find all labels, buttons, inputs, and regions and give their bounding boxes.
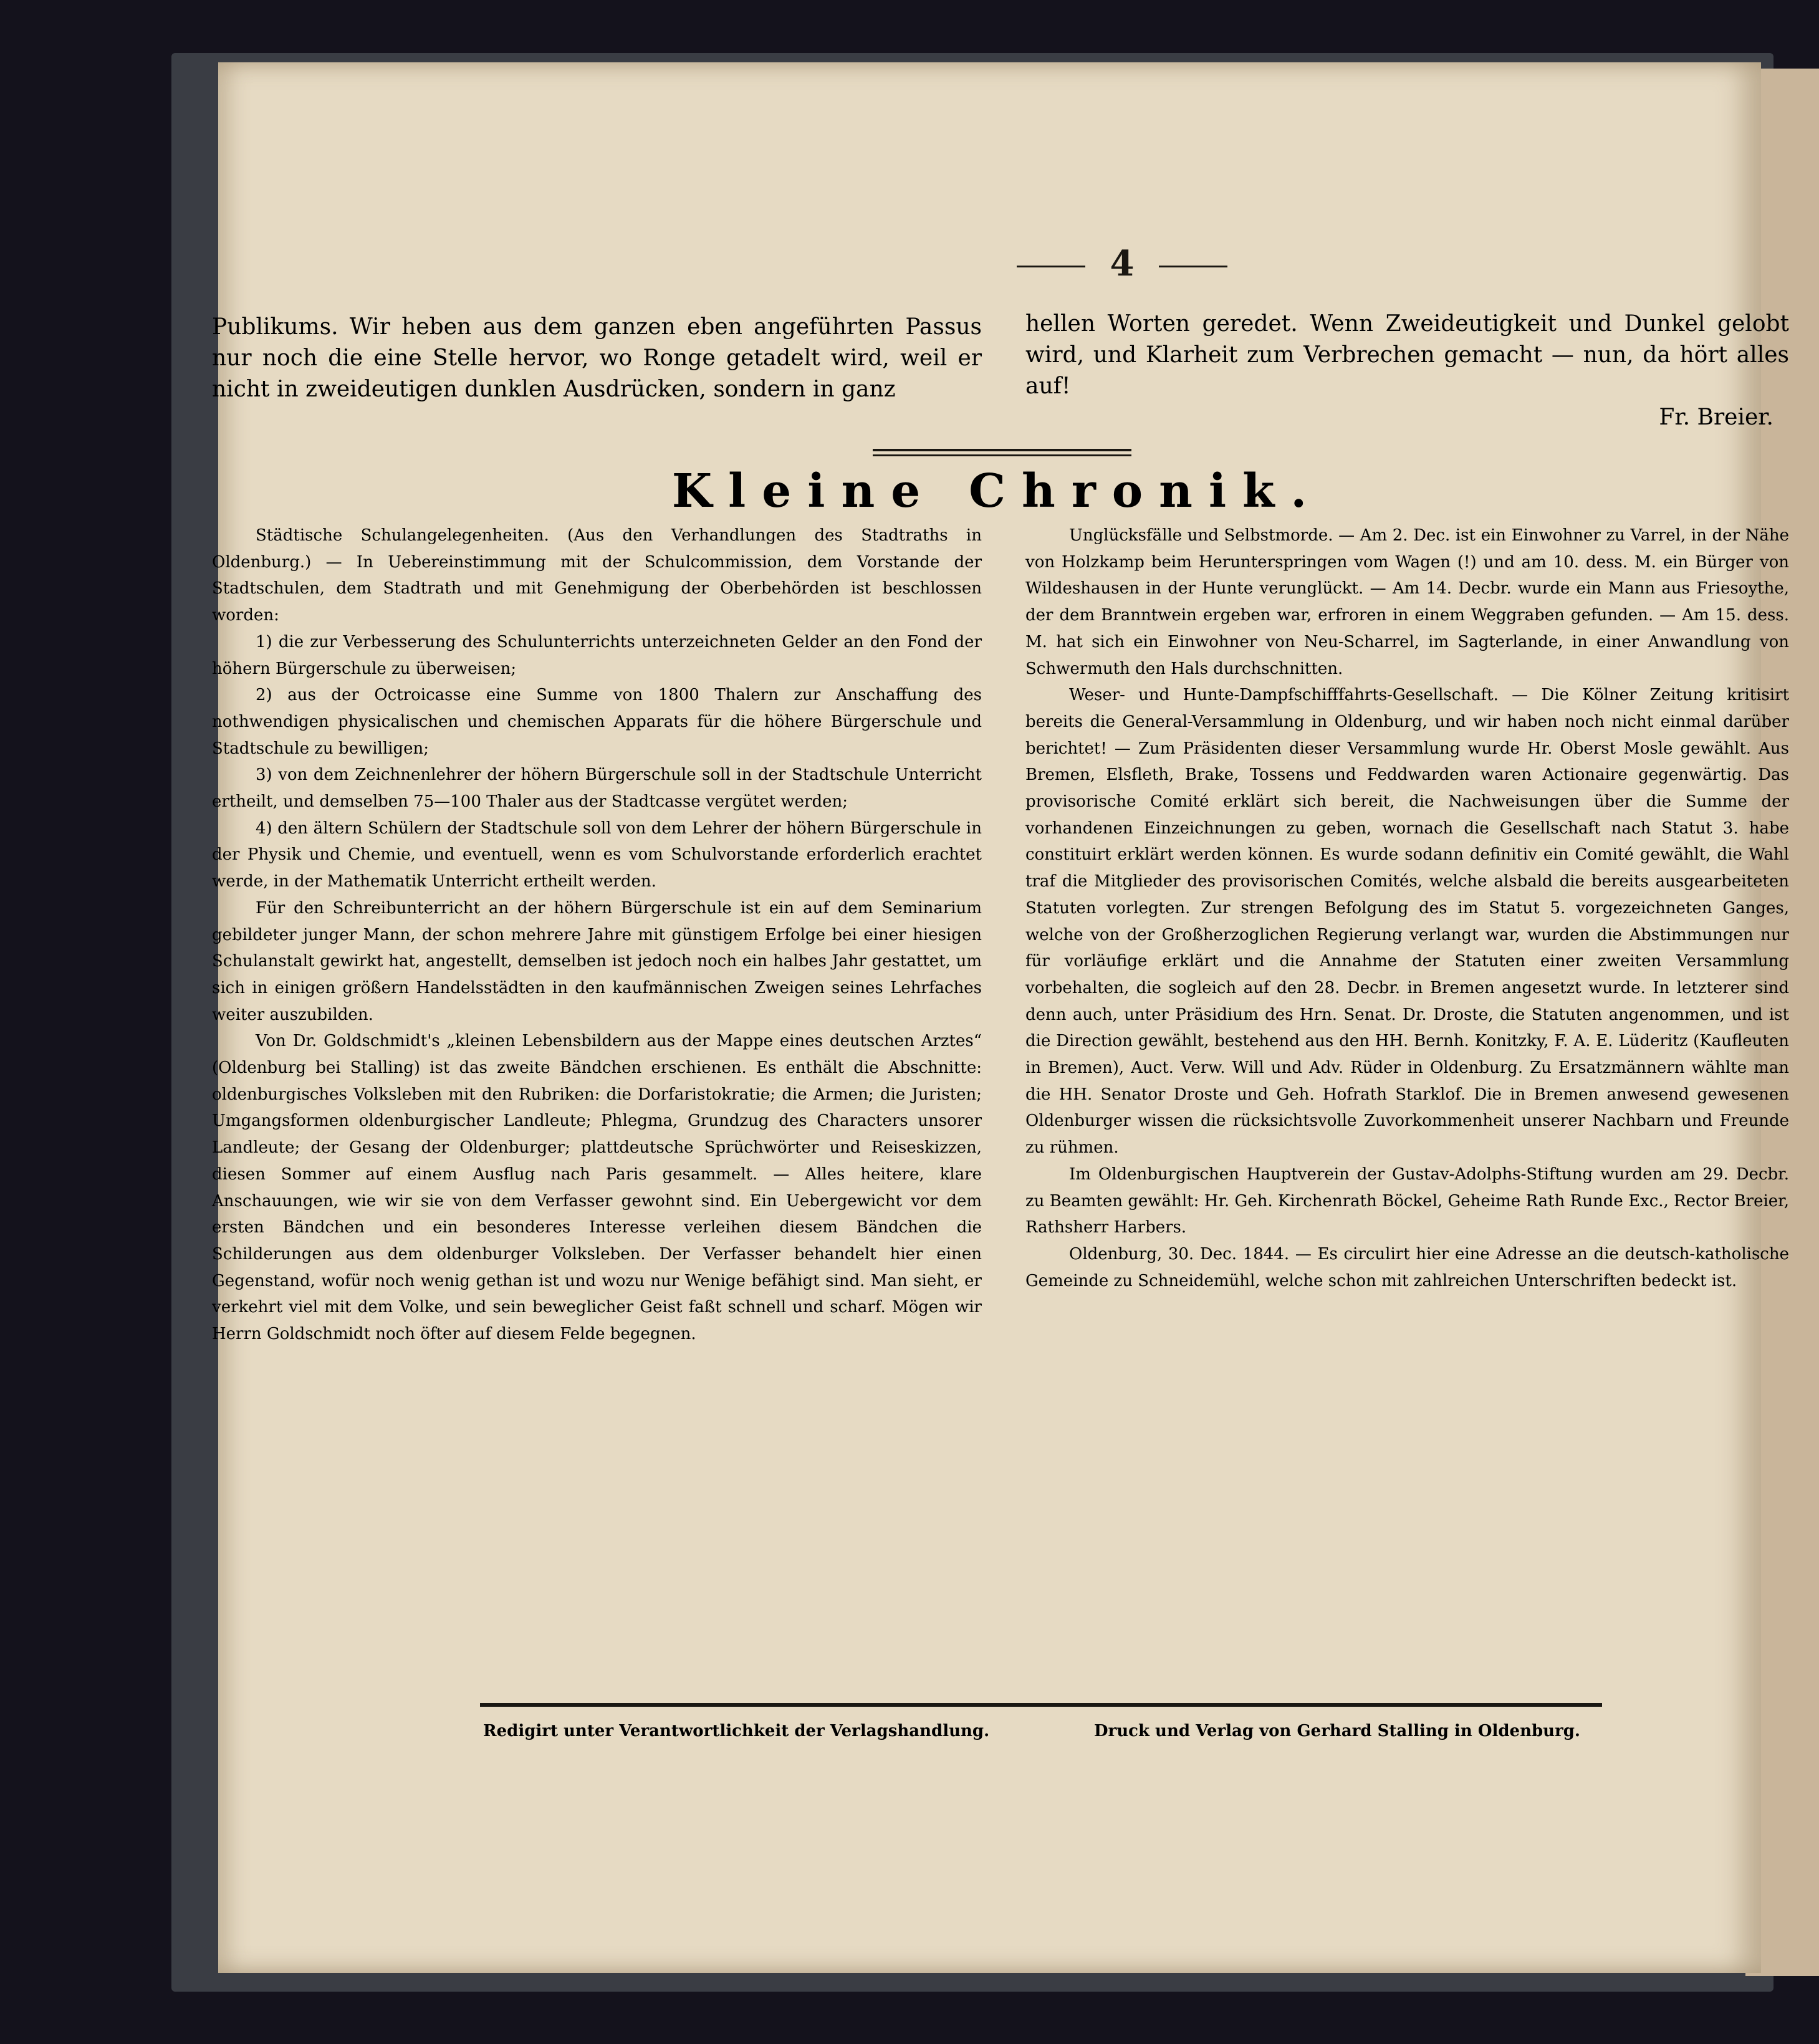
left-paragraph: 2) aus der Octroicasse eine Summe von 1800 Thalern zur Anschaffung des nothwendigen physicalischen und chemischen Apparats für die höhere Bürgerschule und Stadtschule zu bewilligen; [212, 686, 982, 758]
footer-printer-note: Druck und Verlag von Gerhard Stalling in Oldenburg. [1094, 1722, 1580, 1740]
page-number: 4 [873, 243, 1371, 284]
article-end-left [212, 312, 982, 405]
section-title: Kleine Chronik. [671, 464, 1323, 518]
article-end-left-text: Publikums. Wir heben aus dem ganzen eben angeführten Passus nur noch die eine Stelle hervor, wo Ronge getadelt wird, weil er nicht in zweideutigen dunklen Ausdrücken, sondern in ganz [212, 314, 982, 402]
right-paragraph: Oldenburg, 30. Dec. 1844. — Es circulirt hier eine Adresse an die deutsch-katholische Gemeinde zu Schneidemühl, welche schon mit zahlreichen Unterschriften bedeckt ist. [1025, 1244, 1789, 1290]
section-divider [873, 449, 1131, 456]
right-paragraph: Im Oldenburgischen Hauptverein der Gustav-Adolphs-Stiftung wurden am 29. Decbr. zu Beamten gewählt: Hr. Geh. Kirchenrath Böckel, Geheime Rath Runde Exc., Rector Breier, Rathsherr Harbers. [1025, 1164, 1789, 1237]
left-paragraph: Von Dr. Goldschmidt's „kleinen Lebensbildern aus der Mappe eines deutschen Arztes“ (Oldenburg bei Stalling) ist das zweite Bändchen erschienen. Es enthält die Abschnitte: oldenburgisches Volksleben mit den Rubriken: die Dorfaristokratie; die Armen; die Juristen; Umgangsformen oldenburgischer Landleute; Phlegma, Grundzug des Characters unsorer Landleute; der Gesang der Oldenburger; plattdeutsche Sprüchwörter und Reiseskizzen, diesen Sommer auf einem Ausflug nach Paris gesammelt. — Alles heitere, klare Anschauungen, wie wir sie von dem Verfasser gewohnt sind. Ein Uebergewicht vor dem ersten Bändchen und ein besonderes Interesse verleihen diesem Bändchen die Schilderungen aus dem oldenburger Volksleben. Der Verfasser behandelt hier einen Gegenstand, wofür noch wenig gethan ist und wozu nur Wenige befähigt sind. Man sieht, er verkehrt viel mit dem Volke, und sein beweglicher Geist faßt schnell und scharf. Mögen wir Herrn Goldschmidt noch öfter auf diesem Felde begegnen. [212, 1032, 982, 1344]
left-paragraph: 4) den ältern Schülern der Stadtschule soll von dem Lehrer der höhern Bürgerschule in der Physik und Chemie, und eventuell, wenn es vom Schulvorstande erforderlich erachtet werde, in der Mathematik Unterricht ertheilt werden. [212, 818, 982, 891]
footer-editor-note: Redigirt unter Verantwortlichkeit der Verlagshandlung. [483, 1722, 990, 1740]
left-paragraph: Städtische Schulangelegenheiten. (Aus den Verhandlungen des Stadtraths in Oldenburg.) — In Uebereinstimmung mit der Schulcommission, dem Vorstande der Stadtschulen, dem Stadtrath und mit Genehmigung der Oberbehörden ist beschlossen worden: [212, 526, 982, 625]
chronicle-right-column [1025, 522, 1789, 1294]
footer-rule [480, 1703, 1602, 1707]
chronicle-left-column [212, 522, 982, 1348]
article-signature: Fr. Breier. [1659, 405, 1773, 430]
left-paragraph: 3) von dem Zeichnenlehrer der höhern Bürgerschule soll in der Stadtschule Unterricht ertheilt, und demselben 75—100 Thaler aus der Stadtcasse vergütet werden; [212, 765, 982, 812]
article-end-right [1025, 309, 1789, 433]
left-paragraph: Für den Schreibunterricht an der höhern Bürgerschule ist ein auf dem Seminarium gebildeter junger Mann, der schon mehrere Jahre mit günstigem Erfolge bei einer hiesigen Schulanstalt gewirkt hat, angestellt, demselben ist jedoch noch ein halbes Jahr gestattet, um sich in einigen größern Handelsstädten in den kaufmännischen Zweigen seines Lehrfaches weiter auszubilden. [212, 898, 982, 1024]
left-paragraph: 1) die zur Verbesserung des Schulunterrichts unterzeichneten Gelder an den Fond der höhern Bürgerschule zu überweisen; [212, 632, 982, 678]
right-paragraph: Weser- und Hunte-Dampfschifffahrts-Gesellschaft. — Die Kölner Zeitung kritisirt bereits die General-Versammlung in Oldenburg, und wir haben noch nicht einmal darüber berichtet! — Zum Präsidenten dieser Versammlung wurde Hr. Oberst Mosle gewählt. Aus Bremen, Elsfleth, Brake, Tossens und Feddwarden waren Actionaire gegenwärtig. Das provisorische Comité erklärt sich bereit, die Nachweisungen über die Summe der vorhandenen Einzeichnungen zu geben, wornach die Gesellschaft nach Statut 3. habe constituirt erklärt werden können. Es wurde sodann definitiv ein Comité gewählt, die Wahl traf die Mitglieder des provisorischen Comités, welche alsbald die bereits ausgearbeiteten Statuten vorlegten. Zur strengen Befolgung des im Statut 5. vorgezeichneten Ganges, welche von der Großherzoglichen Regierung verlangt war, wurden die Abstimmungen nur für vorläufige erklärt und die Annahme der Statuten einer zweiten Versammlung vorbehalten, die sogleich auf den 28. Decbr. in Bremen angesetzt wurde. In letzterer sind denn auch, unter Präsidium des Hrn. Senat. Dr. Droste, die Statuten angenommen, und ist die Direction gewählt, bestehend aus den HH. Bernh. Konitzky, F. A. E. Lüderitz (Kaufleuten in Bremen), Auct. Verw. Will und Adv. Rüder in Oldenburg. Zu Ersatzmännern wählte man die HH. Senator Droste und Geh. Hofrath Starklof. Die in Bremen anwesend gewesenen Oldenburger wissen die rücksichtsvolle Zuvorkommenheit unserer Nachbarn und Freunde zu rühmen. [1025, 686, 1789, 1158]
right-paragraph: Unglücksfälle und Selbstmorde. — Am 2. Dec. ist ein Einwohner zu Varrel, in der Nähe von Holzkamp beim Herunterspringen vom Wagen (!) und am 10. dess. M. ein Bürger von Wildeshausen in der Hunte verunglückt. — Am 14. Decbr. wurde ein Mann aus Friesoythe, der dem Branntwein ergeben war, erfroren in einem Weggraben gefunden. — Am 15. dess. M. hat sich ein Einwohner von Neu-Scharrel, im Sagterlande, in einer Anwandlung von Schwermuth den Hals durchschnitten. [1025, 526, 1789, 678]
article-end-right-text: hellen Worten geredet. Wenn Zweideutigkeit und Dunkel gelobt wird, und Klarheit zum Verbrechen gemacht — nun, da hört alles auf! [1025, 311, 1789, 399]
